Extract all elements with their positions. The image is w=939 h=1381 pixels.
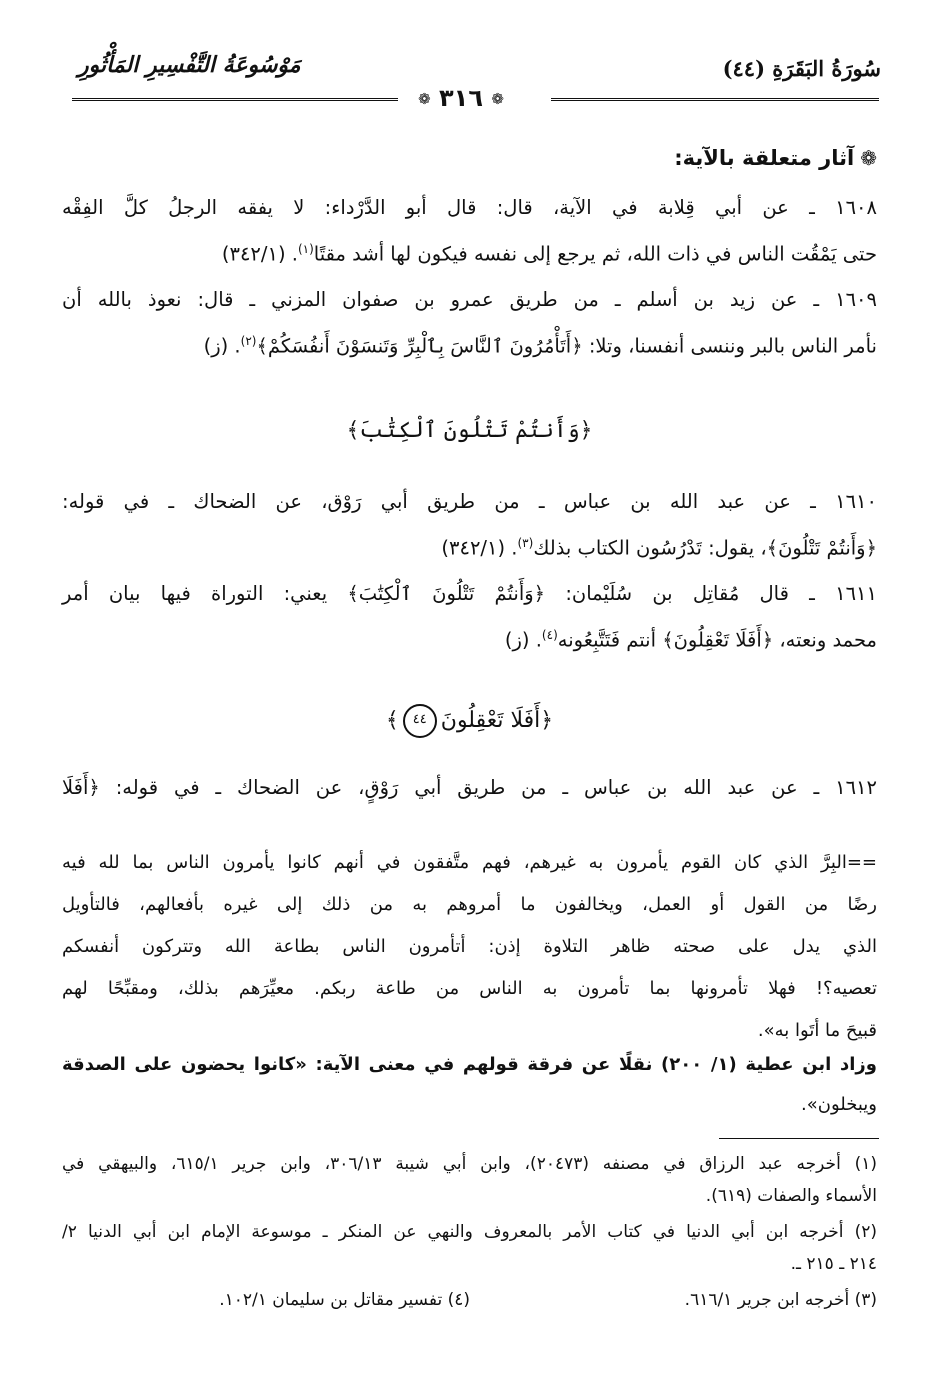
commentary-line-6: وزاد ابن عطية (١/ ٢٠٠) نقلًا عن فرقة قولهم في معنى الآية: «كانوا يحضون على الصدقة	[62, 1054, 877, 1075]
ayah-text: ﴿أَفَلَا تَعْقِلُونَ	[440, 708, 554, 733]
reference: . (ز)	[203, 334, 241, 358]
page-number	[402, 84, 520, 112]
ayah-heading-2	[0, 704, 939, 738]
entry-1608-line-1: ١٦٠٨ ـ عن أبي قِلابة في الآية، قال: قال أبو الدَّرْداء: لا يفقه الرجلُ كلَّ الفِقْه	[62, 196, 877, 219]
entry-1611-line-1: ١٦١١ ـ قال مُقاتِل بن سُلَيْمان: ﴿وَأَنتُمْ تَتْلُونَ ٱلْكِتَٰبَ﴾ يعني: التوراة فيها بيان أمر	[62, 582, 877, 605]
page-number-value: ٣١٦	[439, 84, 483, 112]
book-title-header: مَوْسُوعَةُ التَّفْسِيرِ المَأْثُورِ	[78, 52, 301, 78]
ayah-heading-1: ﴿وَأَنتُمْ تَتْلُونَ ٱلْكِتَٰبَ﴾	[346, 418, 593, 443]
section-heading	[674, 146, 877, 170]
reference: . (ز)	[504, 628, 542, 652]
ornament-icon: ❁	[418, 90, 431, 108]
commentary-line-2: رضًا من القول أو العمل، ويخالفون ما أمروهم به من ذلك إلى غيره بأفعالهم، فالتأويل	[62, 894, 877, 915]
footnote-marker: (٢)	[240, 334, 257, 348]
entry-1609-line-2	[204, 334, 877, 358]
entry-text: ﴿وَأَنتُمْ تَتْلُونَ﴾، يقول: تَدْرُسُون الكتاب بذلك	[533, 536, 877, 560]
footnote-2-line-2: ٢١٤ ـ ٢١٥ ـ.	[790, 1254, 877, 1274]
footnote-1-line-2: الأسماء والصفات (٦١٩).	[705, 1186, 877, 1206]
ayah-end-icon: ٤٤	[403, 704, 437, 738]
flower-ornament-icon: ❁	[860, 146, 877, 170]
footnote-1-line-1: (١) أخرجه عبد الرزاق في مصنفه (٢٠٤٧٣)، وابن أبي شيبة ٣٠٦/١٣، وابن جرير ٦١٥/١، والبيهقي في	[62, 1154, 877, 1174]
footnote-marker: (١)	[297, 242, 314, 256]
section-heading-text: آثار متعلقة بالآية:	[674, 146, 855, 170]
entry-1610-line-1: ١٦١٠ ـ عن عبد الله بن عباس ـ من طريق أبي رَوْق، عن الضحاك ـ في قوله:	[62, 490, 877, 513]
footnote-separator	[719, 1138, 879, 1139]
footnote-3: (٣) أخرجه ابن جرير ٦١٦/١.	[684, 1290, 877, 1310]
commentary-line-5: قبيحَ ما أتَوا به».	[757, 1020, 877, 1041]
footnote-marker: (٣)	[517, 536, 534, 550]
ornament-icon: ❁	[491, 90, 504, 108]
footnote-2-line-1: (٢) أخرجه ابن أبي الدنيا في كتاب الأمر بالمعروف والنهي عن المنكر ـ موسوعة الإمام ابن أبي الدنيا ٢/	[62, 1222, 877, 1242]
entry-1608-line-2	[222, 242, 877, 266]
entry-1609-line-1: ١٦٠٩ ـ عن زيد بن أسلم ـ من طريق عمرو بن صفوان المزني ـ قال: نعوذ بالله أن	[62, 288, 877, 311]
entry-text: نأمر الناس بالبر وننسى أنفسنا، وتلا: ﴿أَتَأْمُرُونَ ٱلنَّاسَ بِٱلْبِرِّ وَتَنسَوْنَ أَنفُسَكُمْ﴾	[256, 334, 877, 358]
entry-1612-line-1: ١٦١٢ ـ عن عبد الله بن عباس ـ من طريق أبي رَوْقٍ، عن الضحاك ـ في قوله: ﴿أَفَلَا	[62, 776, 877, 799]
header-rule-left	[72, 98, 398, 101]
surah-header: سُورَةُ البَقَرَةِ (٤٤)	[722, 56, 881, 81]
entry-text: محمد ونعته، ﴿أَفَلَا تَعْقِلُونَ﴾ أنتم فَتَتَّبِعُونه	[557, 628, 877, 652]
reference: . (٣٤٢/١)	[221, 242, 298, 266]
footnote-4: (٤) تفسير مقاتل بن سليمان ١٠٢/١.	[219, 1290, 470, 1310]
entry-1610-line-2	[441, 536, 877, 560]
reference: . (٣٤٢/١)	[441, 536, 518, 560]
entry-1611-line-2	[505, 628, 877, 652]
commentary-line-7: ويبخلون».	[801, 1094, 877, 1115]
commentary-line-3: الذي يدل على صحته ظاهر التلاوة إذن: أتأمرون الناس بطاعة الله وتتركون أنفسكم	[62, 936, 877, 957]
header-rule-right	[551, 98, 879, 101]
entry-text: حتى يَمْقُت الناس في ذات الله، ثم يرجع إلى نفسه فيكون لها أشد مقتًا	[313, 242, 877, 266]
footnote-marker: (٤)	[541, 628, 558, 642]
ayah-close: ﴾	[385, 708, 399, 733]
commentary-line-1: ==البِرَّ الذي كان القوم يأمرون به غيرهم، فهم متَّفقون في أنهم كانوا يأمرون الناس بما لله فيه	[62, 852, 877, 873]
commentary-line-4: تعصيه؟! فهلا تأمرونها بما تأمرون به الناس من طاعة ربكم. معيِّرَهم بذلك، ومقبِّحًا لهم	[62, 978, 877, 999]
